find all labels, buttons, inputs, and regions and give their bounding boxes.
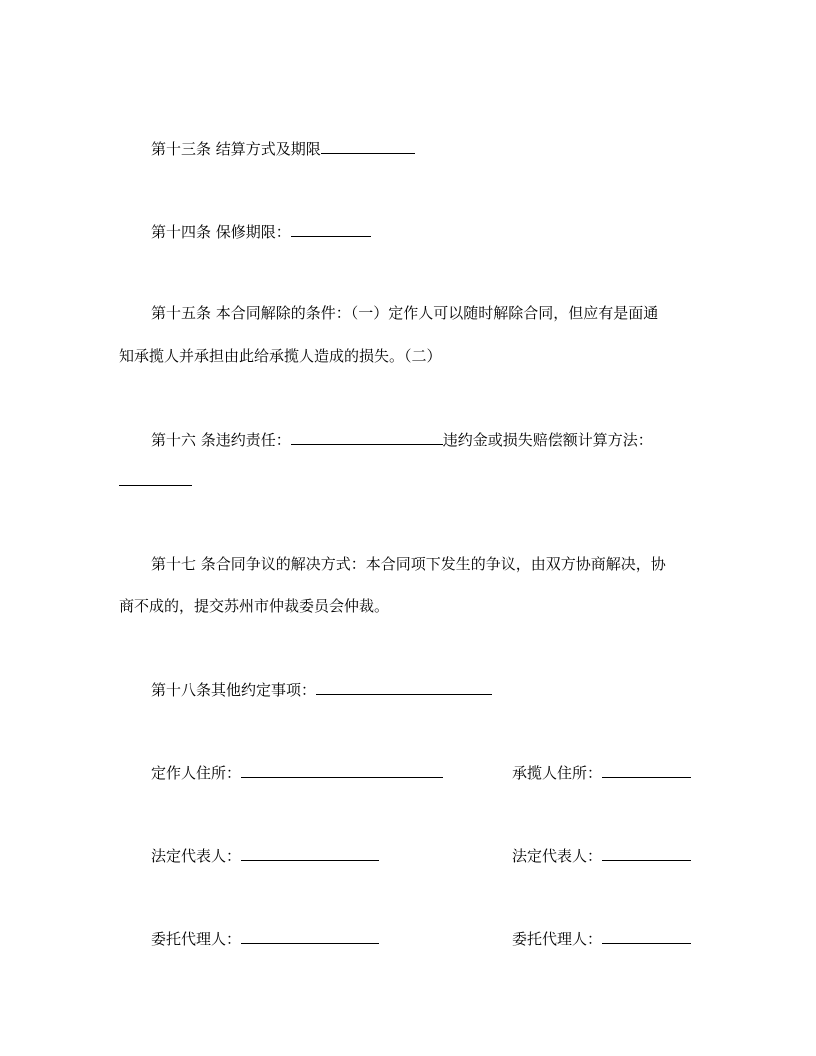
other-matters-blank xyxy=(316,680,492,695)
signature-right-address xyxy=(512,763,691,782)
undertaker-address-label: 承揽人住所： xyxy=(512,764,603,782)
undertaker-agent-label: 委托代理人： xyxy=(512,930,603,948)
article-17-line-1 xyxy=(151,555,666,573)
contractor-address-blank xyxy=(241,763,443,778)
contractor-legal-rep-blank xyxy=(241,846,379,861)
article-15-line-2 xyxy=(119,347,442,365)
warranty-blank xyxy=(291,222,371,237)
undertaker-legal-rep-blank xyxy=(602,846,691,861)
article-17-text-2: 商不成的，提交苏州市仲裁委员会仲裁。 xyxy=(119,597,390,615)
article-18 xyxy=(151,680,492,699)
signature-right-legal-rep xyxy=(512,846,691,865)
contractor-address-label: 定作人住所： xyxy=(151,764,242,782)
undertaker-agent-blank xyxy=(602,929,691,944)
undertaker-legal-rep-label: 法定代表人： xyxy=(512,847,603,865)
article-16-line-2 xyxy=(119,471,192,490)
article-15-line-1 xyxy=(151,304,658,322)
article-14-text: 第十四条 保修期限： xyxy=(151,223,291,241)
settlement-blank xyxy=(321,139,415,154)
contractor-legal-rep-label: 法定代表人： xyxy=(151,847,242,865)
article-16-text-2: 违约金或损失赔偿额计算方法： xyxy=(442,431,653,449)
undertaker-address-blank xyxy=(602,763,691,778)
article-18-text: 第十八条其他约定事项： xyxy=(151,681,317,699)
article-16-text-1: 第十六 条违约责任： xyxy=(151,431,291,449)
signature-right-agent xyxy=(512,929,691,948)
article-17-line-2 xyxy=(119,597,389,615)
calculation-blank xyxy=(119,471,192,486)
article-14 xyxy=(151,222,371,241)
article-17-text-1: 第十七 条合同争议的解决方式：本合同项下发生的争议，由双方协商解决，协 xyxy=(151,555,666,573)
article-13-text: 第十三条 结算方式及期限 xyxy=(151,140,321,158)
contractor-agent-label: 委托代理人： xyxy=(151,930,242,948)
signature-left-legal-rep xyxy=(151,846,379,865)
contractor-agent-blank xyxy=(241,929,379,944)
article-13 xyxy=(151,139,415,158)
signature-left-address xyxy=(151,763,443,782)
article-15-text-2: 知承揽人并承担由此给承揽人造成的损失。（二） xyxy=(119,347,442,365)
signature-left-agent xyxy=(151,929,379,948)
article-15-text-1: 第十五条 本合同解除的条件：（一）定作人可以随时解除合同，但应有是面通 xyxy=(151,304,659,322)
liability-blank xyxy=(291,430,443,445)
article-16-line-1 xyxy=(151,430,653,449)
